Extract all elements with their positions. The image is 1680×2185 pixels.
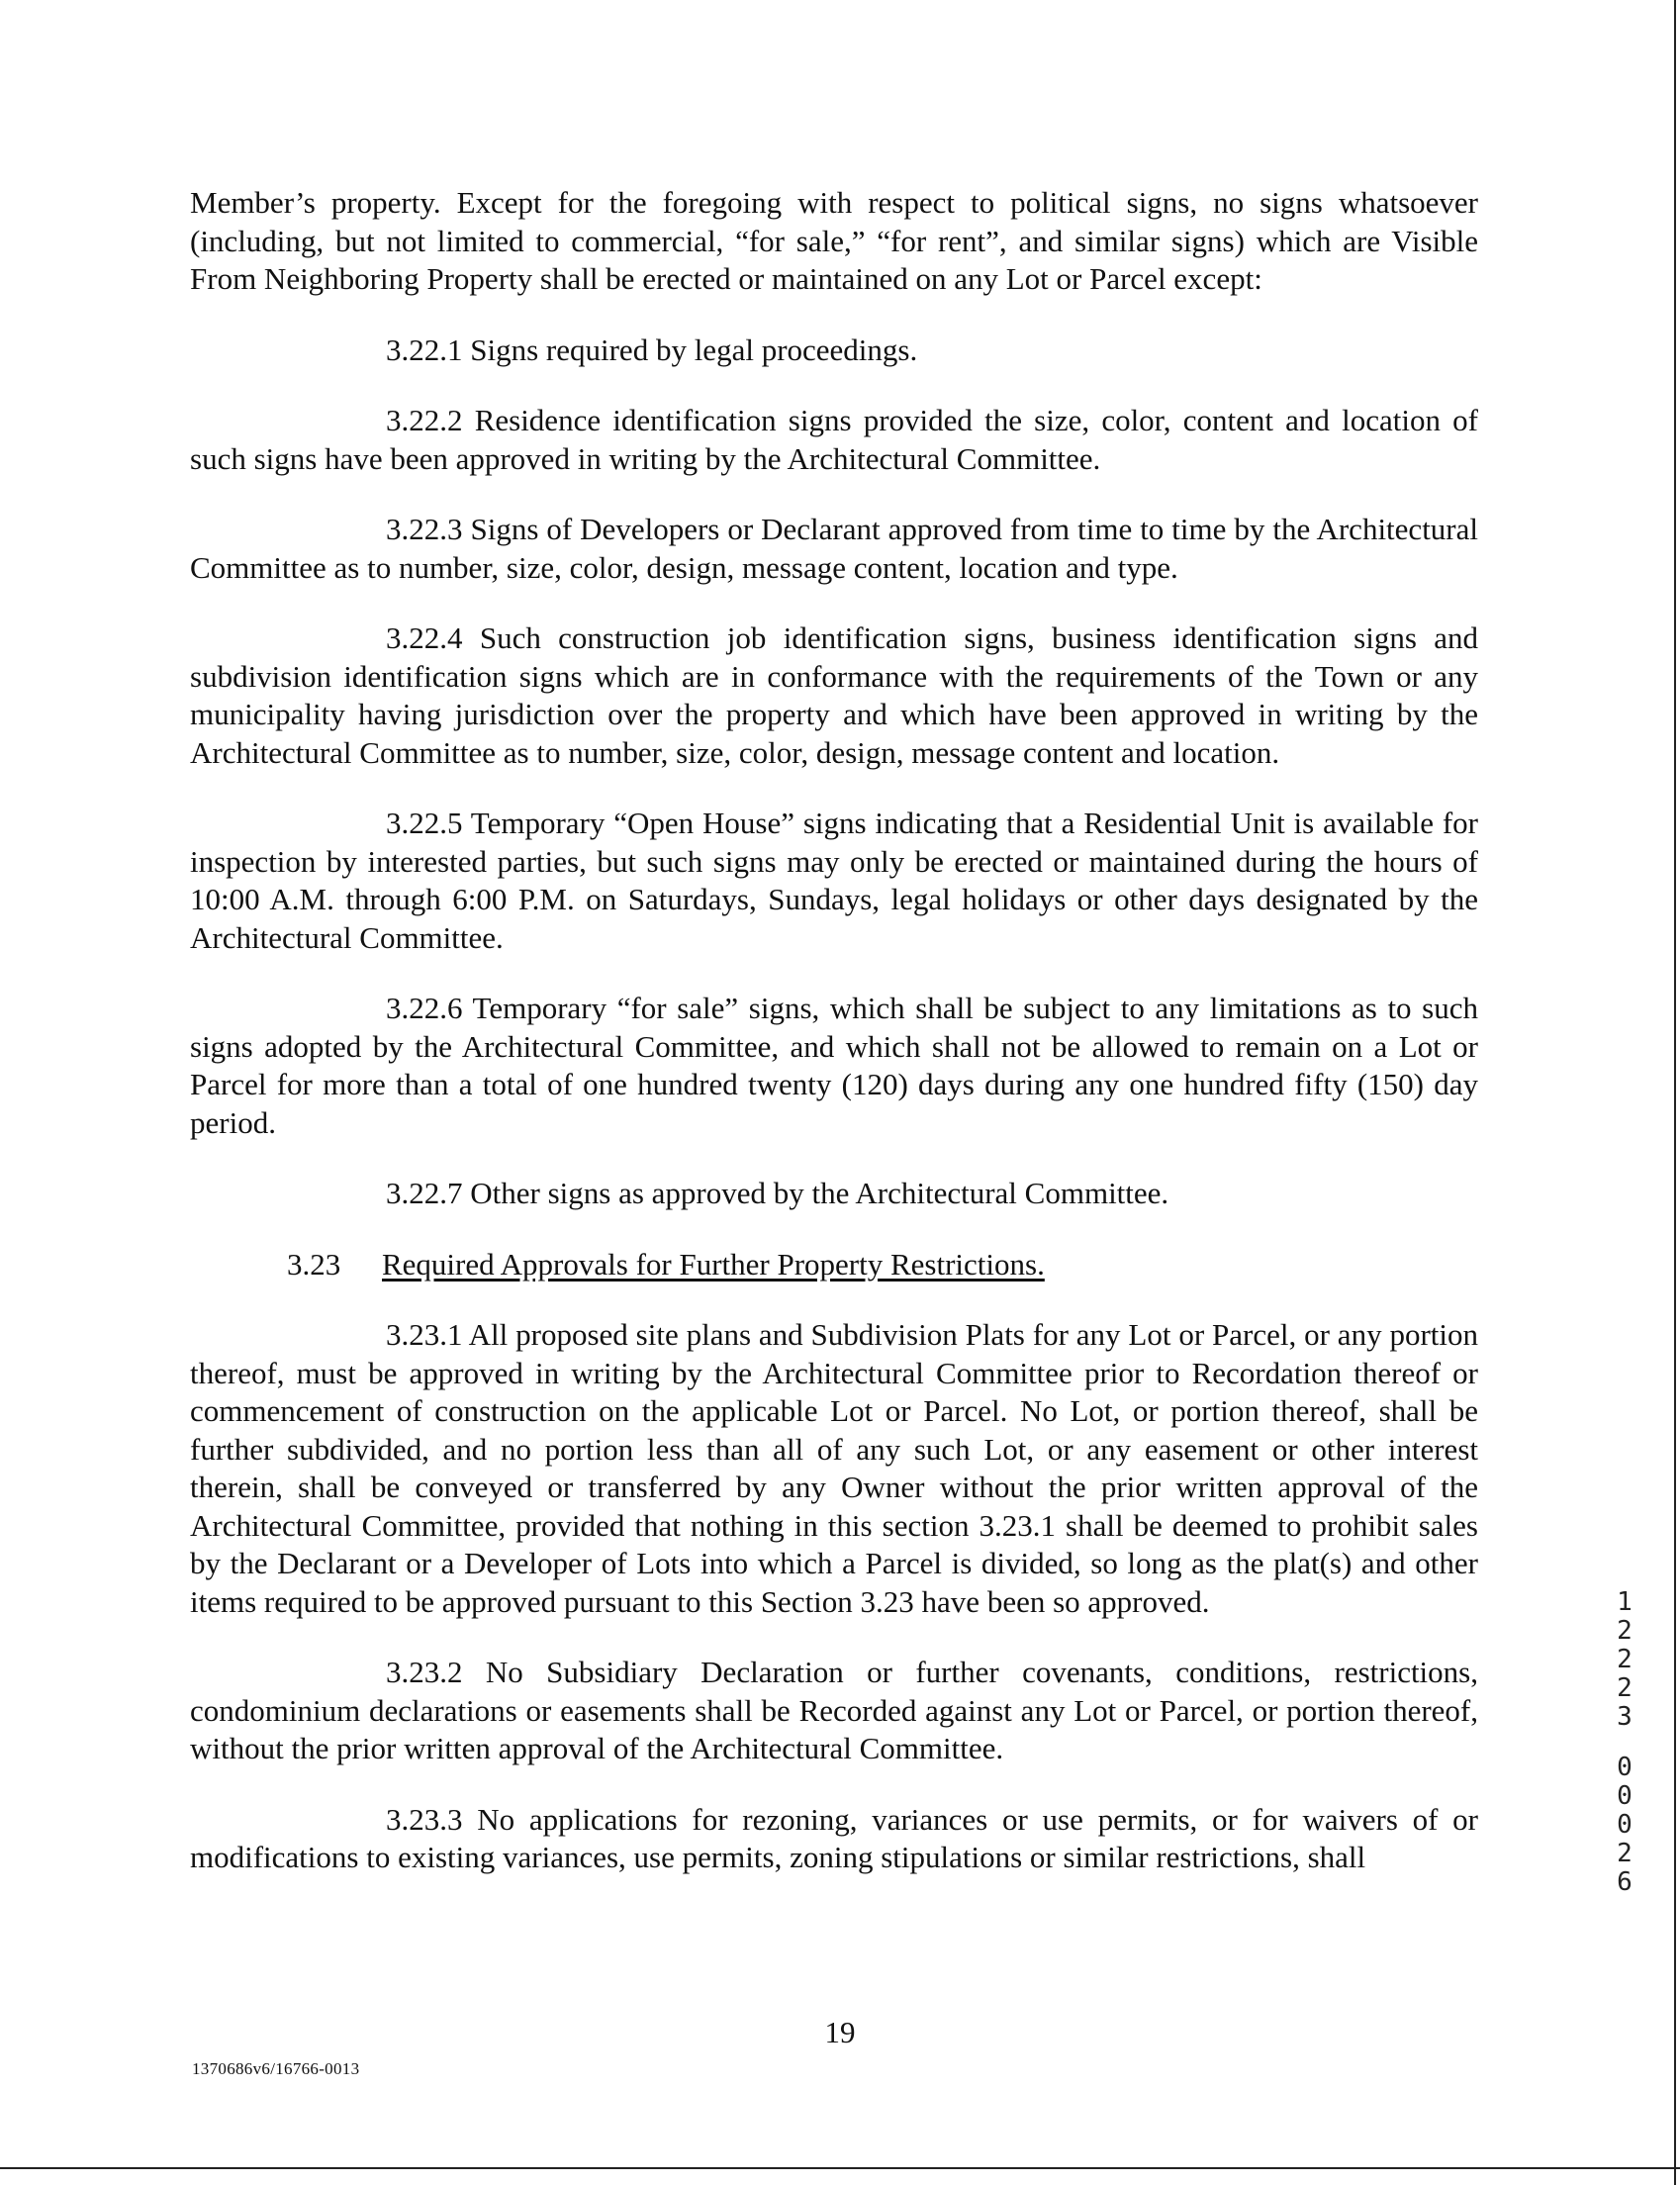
document-id: 1370686v6/16766-0013 (192, 2059, 360, 2078)
paragraph-3-22-4: 3.22.4 Such construction job identification signs, business identification signs and subdivision identification signs which are in conformance with the requirements of the Town or any municipality having jurisdiction over the property and which have been approved in writing by the Architectural Committee as to number, size, color, design, message content and location. (190, 620, 1478, 770)
paragraph-3-22-6: 3.22.6 Temporary “for sale” signs, which shall be subject to any limitations as to such signs adopted by the Architectural Committee, and which shall not be allowed to remain on a Lot or Parcel for more than a total of one hundred twenty (120) days during any one hundred fifty (150) day period. (190, 991, 1478, 1140)
margin-stamp (1611, 1588, 1638, 1897)
paragraph-3-22-1: 3.22.1 Signs required by legal proceedings. (386, 332, 918, 367)
paragraph-3-23-2: 3.23.2 No Subsidiary Declaration or further covenants, conditions, restrictions, condominium declarations or easements shall be Recorded against any Lot or Parcel, or portion thereof, without the prior written approval of the Architectural Committee. (190, 1655, 1478, 1765)
page-number: 19 (824, 2015, 856, 2049)
paragraph-3-22-7: 3.22.7 Other signs as approved by the Architectural Committee. (386, 1176, 1169, 1210)
paragraph-3-23-3: 3.23.3 No applications for rezoning, variances or use permits, or for waivers of or modifications to existing variances, use permits, zoning stipulations or similar restrictions, shall (190, 1801, 1478, 1874)
page-border-right (1674, 0, 1676, 2185)
paragraph-intro: Member’s property. Except for the foregoing with respect to political signs, no signs whatsoever (including, but not limited to commercial, “for sale,” “for rent”, and similar signs) which are Visible From Neighboring Property shall be erected or maintained on any Lot or Parcel except: (190, 185, 1478, 296)
margin-stamp-part2: 00026 (1617, 1753, 1633, 1897)
section-title: Required Approvals for Further Property Restrictions. (382, 1246, 1045, 1282)
margin-stamp-part1: 12223 (1617, 1587, 1633, 1732)
section-heading (190, 1246, 1478, 1284)
document-body (190, 184, 1478, 1910)
paragraph-3-22-2: 3.22.2 Residence identification signs provided the size, color, content and location of such signs have been approved in writing by the Architectural Committee. (190, 403, 1478, 476)
paragraph-3-22-5: 3.22.5 Temporary “Open House” signs indicating that a Residential Unit is available for inspection by interested parties, but such signs may only be erected or maintained during the hours of 10:00 A.M. through 6:00 P.M. on Saturdays, Sundays, legal holidays or other days designated by the Architectural Committee. (190, 806, 1478, 955)
paragraph-3-22-3: 3.22.3 Signs of Developers or Declarant approved from time to time by the Architectural Committee as to number, size, color, design, message content, location and type. (190, 512, 1478, 585)
page-border-bottom (0, 2167, 1680, 2169)
section-number: 3.23 (287, 1246, 341, 1282)
paragraph-3-23-1: 3.23.1 All proposed site plans and Subdivision Plats for any Lot or Parcel, or any portion thereof, must be approved in writing by the Architectural Committee prior to Recordation thereof or commencement of construction on the applicable Lot or Parcel. No Lot, or portion thereof, shall be further subdivided, and no portion less than all of any such Lot, or any easement or other interest therein, shall be conveyed or transferred by any Owner without the prior written approval of the Architectural Committee, provided that nothing in this section 3.23.1 shall be deemed to prohibit sales by the Declarant or a Developer of Lots into which a Parcel is divided, so long as the plat(s) and other items required to be approved pursuant to this Section 3.23 have been so approved. (190, 1317, 1478, 1619)
